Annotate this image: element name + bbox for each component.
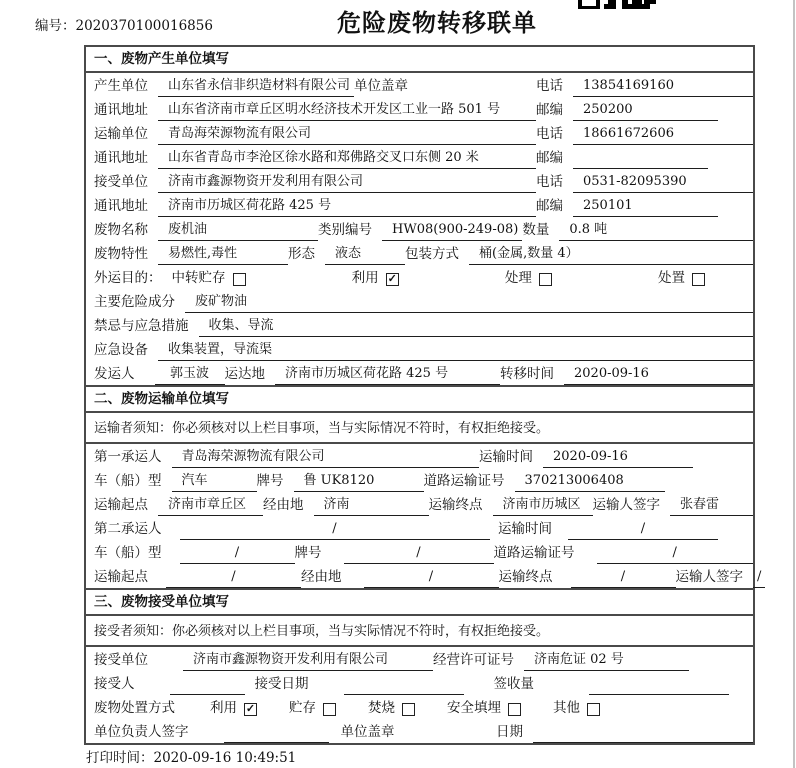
field-value: / — [568, 521, 718, 540]
field-label: 单位负责人签字 — [94, 724, 189, 740]
section-title: 二、废物运输单位填写 — [86, 387, 753, 413]
field-label: 产生单位 — [94, 78, 148, 94]
field-value: 易燃性,毒性 — [158, 246, 288, 265]
field-label: 运输单位 — [94, 126, 148, 142]
field-label: 主要危险成分 — [94, 294, 175, 310]
checkbox-unchecked-icon — [508, 703, 521, 716]
field-value: 济南市鑫源物资开发利用有限公司 — [183, 652, 433, 671]
field-value: / — [364, 569, 499, 588]
field-value: 济南市历城区 — [493, 497, 593, 516]
checkbox-field — [368, 700, 415, 719]
page-title: 危险废物转移联单 — [337, 8, 537, 37]
field-value: 2020-09-16 — [543, 449, 693, 468]
form-row — [86, 193, 753, 217]
form-section — [86, 385, 762, 588]
field-label: 运输终点 — [498, 569, 553, 585]
field-label: 道路运输证号 — [493, 545, 575, 561]
field-value: 2020-09-16 — [564, 366, 753, 385]
field-value: 鲁 UK8120 — [294, 473, 424, 492]
field-value — [589, 678, 729, 695]
field-label: 接受日期 — [254, 676, 309, 692]
checkbox-unchecked-icon — [587, 703, 600, 716]
form-section — [86, 588, 753, 743]
field-label: 邮编 — [536, 150, 563, 166]
form-row — [86, 289, 753, 313]
document-number-label: 编号： — [35, 18, 76, 34]
field-value: 液态 — [325, 246, 405, 265]
field-value: 18661672606 — [573, 126, 753, 145]
field-label: 牌号 — [294, 545, 322, 561]
field-value — [170, 678, 245, 695]
form-row — [86, 361, 753, 385]
field-label: 通讯地址 — [94, 102, 148, 118]
field-value — [573, 152, 708, 169]
form-row — [86, 540, 753, 564]
form-row — [86, 516, 753, 540]
field-label: 运输人签字 — [592, 497, 660, 513]
field-value: 济南 — [314, 497, 429, 516]
page-edge-line — [793, 0, 795, 768]
checkbox-label: 安全填埋 — [447, 700, 501, 716]
field-label: 道路运输证号 — [423, 473, 505, 489]
form-row — [86, 265, 753, 289]
field-label: 运输终点 — [428, 497, 483, 513]
field-value: / — [180, 545, 295, 564]
checkbox-field — [352, 270, 399, 289]
field-value: 青岛海荣源物流有限公司 — [158, 126, 536, 145]
static-text: 单位盖章 — [354, 78, 409, 94]
checkbox-unchecked-icon — [402, 703, 415, 716]
document-number-value: 2020370100016856 — [75, 18, 213, 34]
field-value — [344, 678, 464, 695]
field-label: 牌号 — [256, 473, 284, 489]
print-time-label: 打印时间： — [86, 750, 154, 766]
field-label: 签收量 — [493, 676, 534, 692]
checkbox-label: 焚烧 — [368, 700, 395, 716]
checkbox-field — [553, 700, 600, 719]
field-label: 经由地 — [263, 497, 304, 513]
form-row — [86, 492, 753, 516]
field-value: 370213006408 — [515, 473, 665, 492]
field-label: 应急设备 — [94, 342, 148, 358]
section-title: 三、废物接受单位填写 — [86, 590, 753, 616]
field-value: 济南市鑫源物资开发利用有限公司 — [158, 174, 536, 193]
checkbox-unchecked-icon — [323, 703, 336, 716]
form-row — [86, 313, 753, 337]
form-row — [86, 241, 753, 265]
field-value: 0.8 吨 — [559, 222, 753, 241]
form-row — [86, 719, 753, 743]
field-value: 张春雷 — [670, 497, 753, 516]
field-value: 250101 — [573, 198, 718, 217]
form-row — [86, 121, 753, 145]
form-row — [86, 671, 753, 695]
field-value — [533, 726, 753, 743]
checkbox-field — [658, 270, 705, 289]
qr-code-fragment-icon — [578, 0, 658, 9]
field-label: 经由地 — [301, 569, 342, 585]
field-value: 济南市章丘区 — [158, 497, 263, 516]
field-value: 郭玉波 — [155, 366, 225, 385]
field-label: 车（船）型 — [94, 545, 162, 561]
checkbox-field — [289, 700, 336, 719]
field-label: 通讯地址 — [94, 150, 148, 166]
form-row — [86, 444, 753, 468]
field-label: 接受单位 — [94, 174, 148, 190]
form-row — [86, 97, 753, 121]
field-value — [224, 726, 329, 743]
field-value: 汽车 — [172, 473, 257, 492]
field-value: / — [753, 569, 765, 588]
field-label: 运输起点 — [94, 569, 148, 585]
field-label: 电话 — [536, 174, 563, 190]
field-label: 发运人 — [94, 366, 135, 382]
field-value: 废矿物油 — [185, 294, 753, 313]
checkbox-checked-icon: ✓ — [387, 272, 397, 285]
field-label: 经营许可证号 — [433, 652, 514, 668]
print-time-value: 2020-09-16 10:49:51 — [153, 750, 297, 766]
checkbox-field — [172, 270, 246, 289]
field-label: 通讯地址 — [94, 198, 148, 214]
checkbox-unchecked-icon — [539, 273, 552, 286]
field-value: 废机油 — [158, 222, 318, 241]
field-value: 济南危证 02 号 — [524, 652, 689, 671]
form-row — [86, 647, 753, 671]
checkbox-unchecked-icon — [233, 273, 246, 286]
field-label: 包装方式 — [405, 246, 459, 262]
checkbox-label: 贮存 — [289, 700, 316, 716]
field-label: 车（船）型 — [94, 473, 162, 489]
field-label: 类别编号 — [318, 222, 372, 238]
manifest-form — [84, 45, 762, 745]
field-value: 250200 — [573, 102, 718, 121]
field-label: 日期 — [496, 724, 523, 740]
checkbox-label: 利用 — [210, 700, 237, 716]
field-value: 收集装置，导流渠 — [158, 342, 753, 361]
field-label: 转移时间 — [500, 366, 554, 382]
field-value: 收集、导流 — [199, 318, 754, 337]
section-title: 一、废物产生单位填写 — [86, 47, 753, 73]
checkbox-label: 处理 — [504, 270, 532, 286]
form-row — [86, 145, 753, 169]
checkbox-label: 利用 — [351, 270, 379, 286]
field-label: 第一承运人 — [94, 449, 162, 465]
field-label: 外运目的： — [94, 270, 162, 286]
form-section — [86, 47, 753, 385]
form-row — [86, 169, 753, 193]
field-value: 山东省永信非织造材料有限公司 — [158, 78, 354, 97]
field-value: 济南市历城区荷花路 425 号 — [158, 198, 536, 217]
section-note: 接受者须知：你必须核对以上栏目事项，当与实际情况不符时，有权拒绝接受。 — [86, 616, 753, 647]
section-note: 运输者须知：你必须核对以上栏目事项，当与实际情况不符时，有权拒绝接受。 — [86, 413, 753, 444]
field-value: 青岛海荣源物流有限公司 — [172, 449, 480, 468]
checkbox-field — [505, 270, 552, 289]
field-label: 禁忌与应急措施 — [94, 318, 189, 334]
form-row — [86, 337, 753, 361]
field-value: 桶(金属,数量 4） — [469, 246, 753, 265]
static-text: 单位盖章 — [340, 724, 395, 740]
field-label: 废物特性 — [94, 246, 148, 262]
checkbox-unchecked-icon — [692, 273, 705, 286]
field-label: 运输时间 — [498, 521, 552, 537]
checkbox-field — [210, 700, 257, 719]
field-label: 第二承运人 — [94, 521, 162, 537]
field-label: 接受单位 — [94, 652, 148, 668]
field-label: 废物名称 — [94, 222, 148, 238]
field-label: 电话 — [536, 126, 563, 142]
field-label: 运输时间 — [479, 449, 533, 465]
form-row — [86, 564, 762, 588]
checkbox-label: 中转贮存 — [171, 270, 226, 286]
field-value: 13854169160 — [573, 78, 753, 97]
field-label: 接受人 — [94, 676, 135, 692]
field-label: 电话 — [536, 78, 563, 94]
field-value: / — [571, 569, 676, 588]
checkbox-label: 处置 — [658, 270, 686, 286]
field-value: 山东省青岛市李沧区徐水路和郑佛路交叉口东侧 20 米 — [158, 150, 536, 169]
field-label: 运达地 — [224, 366, 265, 382]
field-value: 0531-82095390 — [573, 174, 753, 193]
field-value: 济南市历城区荷花路 425 号 — [275, 366, 500, 385]
checkbox-checked-icon: ✓ — [245, 702, 256, 715]
form-row — [86, 217, 753, 241]
field-label: 形态 — [288, 246, 315, 262]
form-row — [86, 695, 753, 719]
field-label: 废物处置方式 — [94, 700, 175, 716]
checkbox-field — [447, 700, 521, 719]
field-label: 运输人签字 — [675, 569, 743, 585]
form-row — [86, 73, 753, 97]
print-time — [86, 746, 296, 766]
form-row — [86, 468, 753, 492]
field-value: / — [166, 569, 301, 588]
field-value: HW08(900-249-08) — [382, 222, 522, 241]
field-value: / — [344, 545, 494, 564]
field-label: 数量 — [522, 222, 550, 238]
field-label: 运输起点 — [94, 497, 148, 513]
field-value: / — [180, 521, 490, 540]
checkbox-label: 其他 — [553, 700, 580, 716]
field-label: 邮编 — [536, 198, 563, 214]
field-label: 邮编 — [536, 102, 563, 118]
field-value: 山东省济南市章丘区明水经济技术开发区工业一路 501 号 — [158, 102, 536, 121]
field-value: / — [597, 545, 754, 564]
